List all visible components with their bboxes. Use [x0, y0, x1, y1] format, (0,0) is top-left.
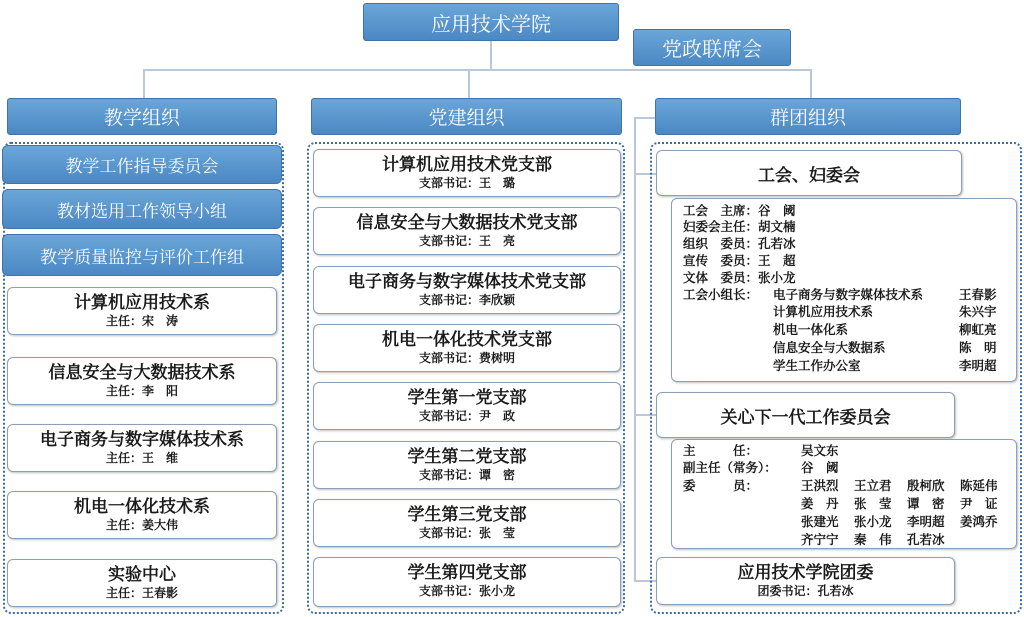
branch-card [313, 266, 621, 314]
union-title: 工会、妇委会 [758, 165, 860, 186]
care-deputy-label: 副主任（常务）： [683, 460, 777, 475]
committee-label: 教材选用工作领导小组 [57, 201, 227, 222]
branch-card [313, 557, 621, 607]
care-member: 齐宁宁 [801, 532, 839, 547]
dept-head: 主任：王春影 [105, 586, 178, 600]
dept-name: 电子商务与数字媒体技术系 [40, 430, 244, 450]
connector-line [634, 117, 636, 582]
union-group-leader: 朱兴宇 [959, 304, 997, 319]
connector-line [634, 117, 656, 119]
dept-name: 实验中心 [108, 565, 176, 585]
council-title: 党政联席会 [662, 37, 762, 61]
union-line: 文体 委员：张小龙 [683, 270, 796, 285]
connector-line [490, 40, 492, 70]
care-member: 孔若冰 [907, 532, 945, 547]
care-member: 李明超 [907, 514, 945, 529]
committee-label: 教学质量监控与评价工作组 [40, 247, 244, 268]
branch-secretary: 支部书记：谭 密 [418, 468, 515, 482]
union-line: 妇委会主任：胡文楠 [683, 219, 796, 234]
committee-label: 教学工作指导委员会 [65, 157, 219, 177]
care-member: 王洪烈 [801, 478, 839, 493]
mass-title: 群团组织 [769, 107, 846, 129]
branch-secretary: 支部书记：张小龙 [418, 584, 515, 598]
branch-secretary: 支部书记：费树明 [418, 351, 515, 365]
dept-card [7, 491, 277, 539]
party-title: 党建组织 [428, 107, 505, 129]
union-group-unit: 信息安全与大数据系 [773, 340, 886, 355]
branch-card [313, 324, 621, 372]
teaching-title: 教学组织 [103, 107, 180, 129]
branch-name: 学生第二党支部 [407, 447, 527, 467]
care-member: 张 莹 [854, 496, 892, 511]
dept-name: 信息安全与大数据技术系 [48, 363, 236, 383]
branch-card [313, 149, 621, 197]
branch-secretary: 支部书记：李欣颖 [418, 293, 515, 307]
branch-name: 学生第四党支部 [407, 563, 527, 583]
care-member: 姜 丹 [801, 496, 839, 511]
union-group-leader: 王春影 [959, 287, 997, 302]
root-node [363, 3, 619, 41]
care-director-label: 主 任： [683, 443, 759, 458]
care-roster [671, 439, 1017, 549]
care-member: 张建光 [801, 514, 839, 529]
league-name: 应用技术学院团委 [737, 563, 874, 583]
union-group-unit: 机电一体化系 [773, 322, 849, 337]
root-title: 应用技术学院 [431, 11, 551, 36]
care-member: 陈延伟 [960, 478, 998, 493]
branch-name: 计算机应用技术党支部 [382, 155, 552, 175]
care-deputy: 谷 阈 [801, 460, 839, 475]
union-roster [671, 198, 1017, 382]
care-member: 姜鸿乔 [960, 514, 998, 529]
branch-secretary: 支部书记：王 璐 [418, 176, 515, 190]
dept-head: 主任：王 维 [105, 451, 178, 465]
committee-box [2, 145, 282, 184]
branch-name: 信息安全与大数据技术党支部 [356, 213, 578, 233]
care-member-label: 委 员： [683, 478, 759, 493]
branch-name: 机电一体化技术党支部 [382, 330, 552, 350]
dept-head: 主任：姜大伟 [105, 518, 178, 532]
branch-name: 电子商务与数字媒体技术党支部 [348, 272, 586, 292]
union-line: 宣传 委员：王 超 [683, 253, 796, 268]
committee-box [2, 189, 282, 229]
dept-name: 计算机应用技术系 [74, 293, 210, 313]
care-member: 王立君 [854, 478, 892, 493]
dept-card [7, 287, 277, 335]
branch-card [313, 382, 621, 430]
care-member: 殷柯欣 [907, 478, 945, 493]
union-line: 工会 主席：谷 阈 [683, 203, 796, 218]
branch-card [313, 207, 621, 255]
care-member: 秦 伟 [854, 532, 892, 547]
union-group-unit: 计算机应用技术系 [773, 304, 874, 319]
dept-card [7, 559, 277, 607]
dept-head: 主任：李 阳 [105, 384, 178, 398]
branch-card [313, 499, 621, 547]
council-node [633, 29, 791, 66]
connector-line [143, 69, 145, 99]
care-member: 尹 证 [960, 496, 998, 511]
branch-secretary: 支部书记：王 亮 [418, 234, 515, 248]
care-director: 吴文东 [801, 443, 839, 458]
union-title-card [656, 150, 962, 196]
committee-box [2, 234, 282, 276]
party-header [311, 98, 622, 135]
teaching-header [7, 98, 277, 135]
dept-card [7, 357, 277, 405]
league-secretary: 团委书记：孔若冰 [757, 584, 854, 598]
union-group-unit: 电子商务与数字媒体技术系 [773, 287, 924, 302]
mass-header [655, 98, 961, 135]
league-card [656, 557, 955, 605]
union-group-leader: 柳虹亮 [959, 322, 997, 337]
union-group-leader: 陈 明 [959, 340, 997, 355]
care-member: 谭 密 [907, 496, 945, 511]
dept-head: 主任：宋 涛 [105, 314, 178, 328]
branch-secretary: 支部书记：张 莹 [418, 526, 515, 540]
union-line: 组织 委员：孔若冰 [683, 236, 796, 251]
dept-name: 机电一体化技术系 [74, 497, 210, 517]
union-group-unit: 学生工作办公室 [773, 358, 861, 373]
branch-name: 学生第一党支部 [407, 388, 527, 408]
union-group-label: 工会小组长： [683, 287, 759, 302]
care-title-card [656, 392, 955, 438]
connector-line [810, 69, 812, 99]
connector-line [143, 69, 812, 71]
care-title: 关心下一代工作委员会 [720, 407, 891, 428]
branch-secretary: 支部书记：尹 政 [418, 409, 515, 423]
dept-card [7, 424, 277, 472]
branch-card [313, 441, 621, 489]
care-member: 张小龙 [854, 514, 892, 529]
branch-name: 学生第三党支部 [407, 505, 527, 525]
connector-line [468, 69, 470, 99]
union-group-leader: 李明超 [959, 358, 997, 373]
